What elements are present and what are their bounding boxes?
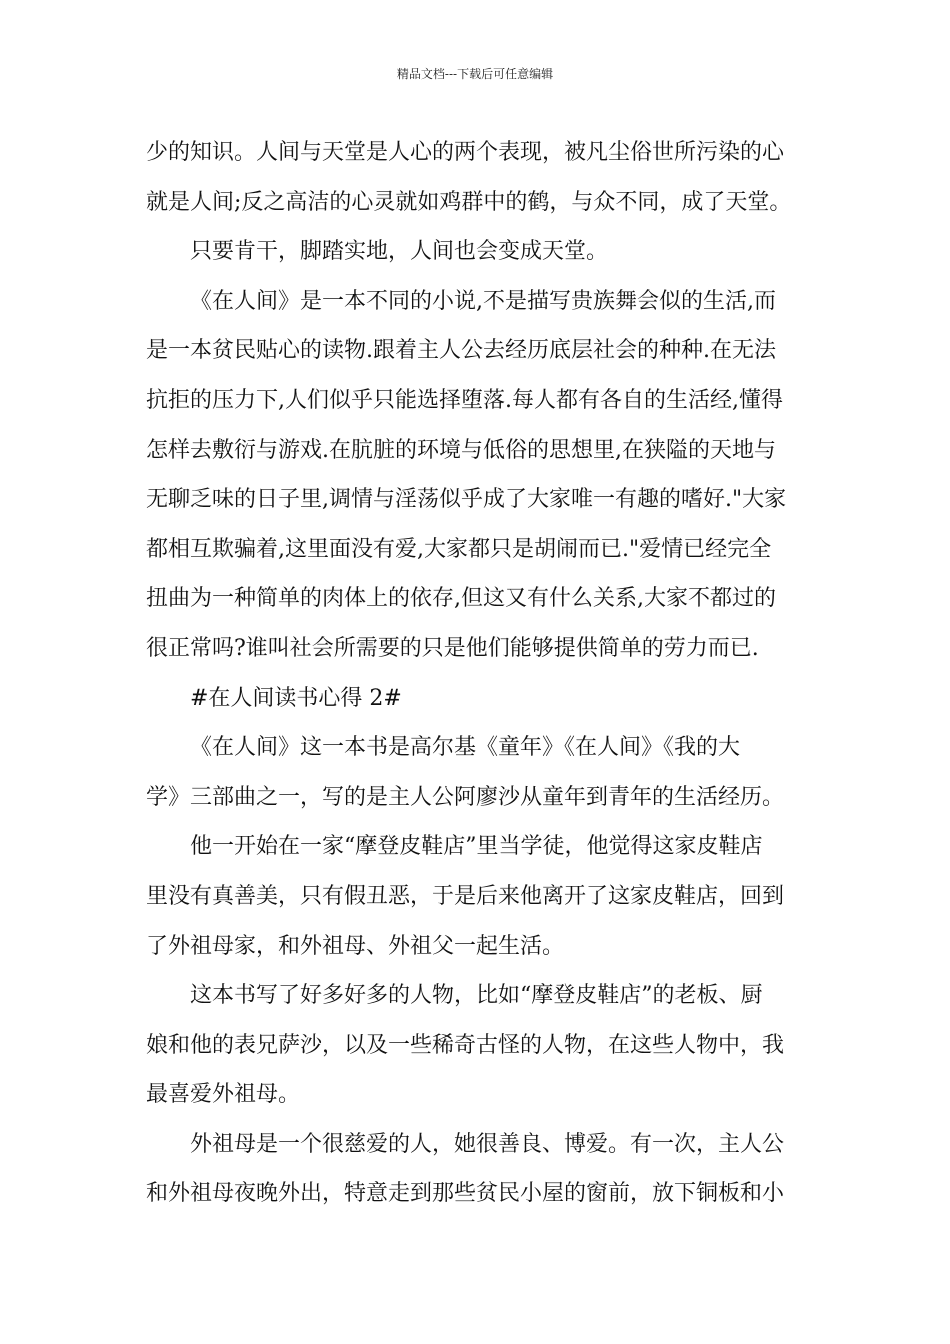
text-line: 里没有真善美，只有假丑恶，于是后来他离开了这家皮鞋店，回到	[146, 883, 785, 909]
paragraph-1	[146, 128, 806, 227]
text-line: 学》三部曲之一，写的是主人公阿廖沙从童年到青年的生活经历。	[146, 784, 785, 810]
text-line: 只要肯干，脚踏实地，人间也会变成天堂。	[190, 239, 609, 265]
paragraph-7	[146, 1120, 806, 1219]
text-line: 抗拒的压力下,人们似乎只能选择堕落.每人都有各自的生活经,懂得	[146, 387, 783, 413]
paragraph-4	[146, 723, 806, 822]
text-line: 是一本贫民贴心的读物.跟着主人公去经历底层社会的种种.在无法	[146, 338, 776, 364]
paragraph-5	[146, 822, 806, 971]
text-line: 这本书写了好多好多的人物，比如“摩登皮鞋店”的老板、厨	[190, 983, 763, 1009]
text-line: 他一开始在一家“摩登皮鞋店”里当学徒，他觉得这家皮鞋店	[190, 834, 763, 860]
text-line: 了外祖母家，和外祖母、外祖父一起生活。	[146, 933, 565, 959]
document-body	[146, 128, 806, 1219]
section-heading	[146, 674, 806, 724]
text-line: 《在人间》是一本不同的小说,不是描写贵族舞会似的生活,而	[190, 288, 776, 314]
text-line: 很正常吗?谁叫社会所需要的只是他们能够提供简单的劳力而已.	[146, 635, 759, 661]
text-line: 少的知识。人间与天堂是人心的两个表现，被凡尘俗世所污染的心	[146, 140, 785, 165]
paragraph-6	[146, 971, 806, 1120]
text-line: 外祖母是一个很慈爱的人，她很善良、博爱。有一次，主人公	[190, 1131, 785, 1157]
text-line: 娘和他的表兄萨沙，以及一些稀奇古怪的人物，在这些人物中，我	[146, 1032, 785, 1058]
page-header: 精品文档---下载后可任意编辑	[396, 67, 554, 81]
text-line: 和外祖母夜晚外出，特意走到那些贫民小屋的窗前，放下铜板和小	[146, 1181, 785, 1207]
paragraph-3	[146, 277, 806, 674]
text-line: 最喜爱外祖母。	[146, 1082, 301, 1108]
text-line: 都相互欺骗着,这里面没有爱,大家都只是胡闹而已."爱情已经完全	[146, 536, 772, 562]
paragraph-2	[146, 227, 806, 277]
text-line: 就是人间;反之高洁的心灵就如鸡群中的鹤，与众不同，成了天堂。	[146, 189, 792, 215]
text-line: #在人间读书心得 2#	[190, 685, 402, 711]
text-line: 怎样去敷衍与游戏.在肮脏的环境与低俗的思想里,在狭隘的天地与	[146, 437, 776, 463]
text-line: 扭曲为一种简单的肉体上的依存,但这又有什么关系,大家不都过的	[146, 586, 776, 612]
text-line: 《在人间》这一本书是高尔基《童年》《在人间》《我的大	[190, 735, 741, 761]
text-line: 无聊乏味的日子里,调情与淫荡似乎成了大家唯一有趣的嗜好."大家	[146, 487, 787, 513]
